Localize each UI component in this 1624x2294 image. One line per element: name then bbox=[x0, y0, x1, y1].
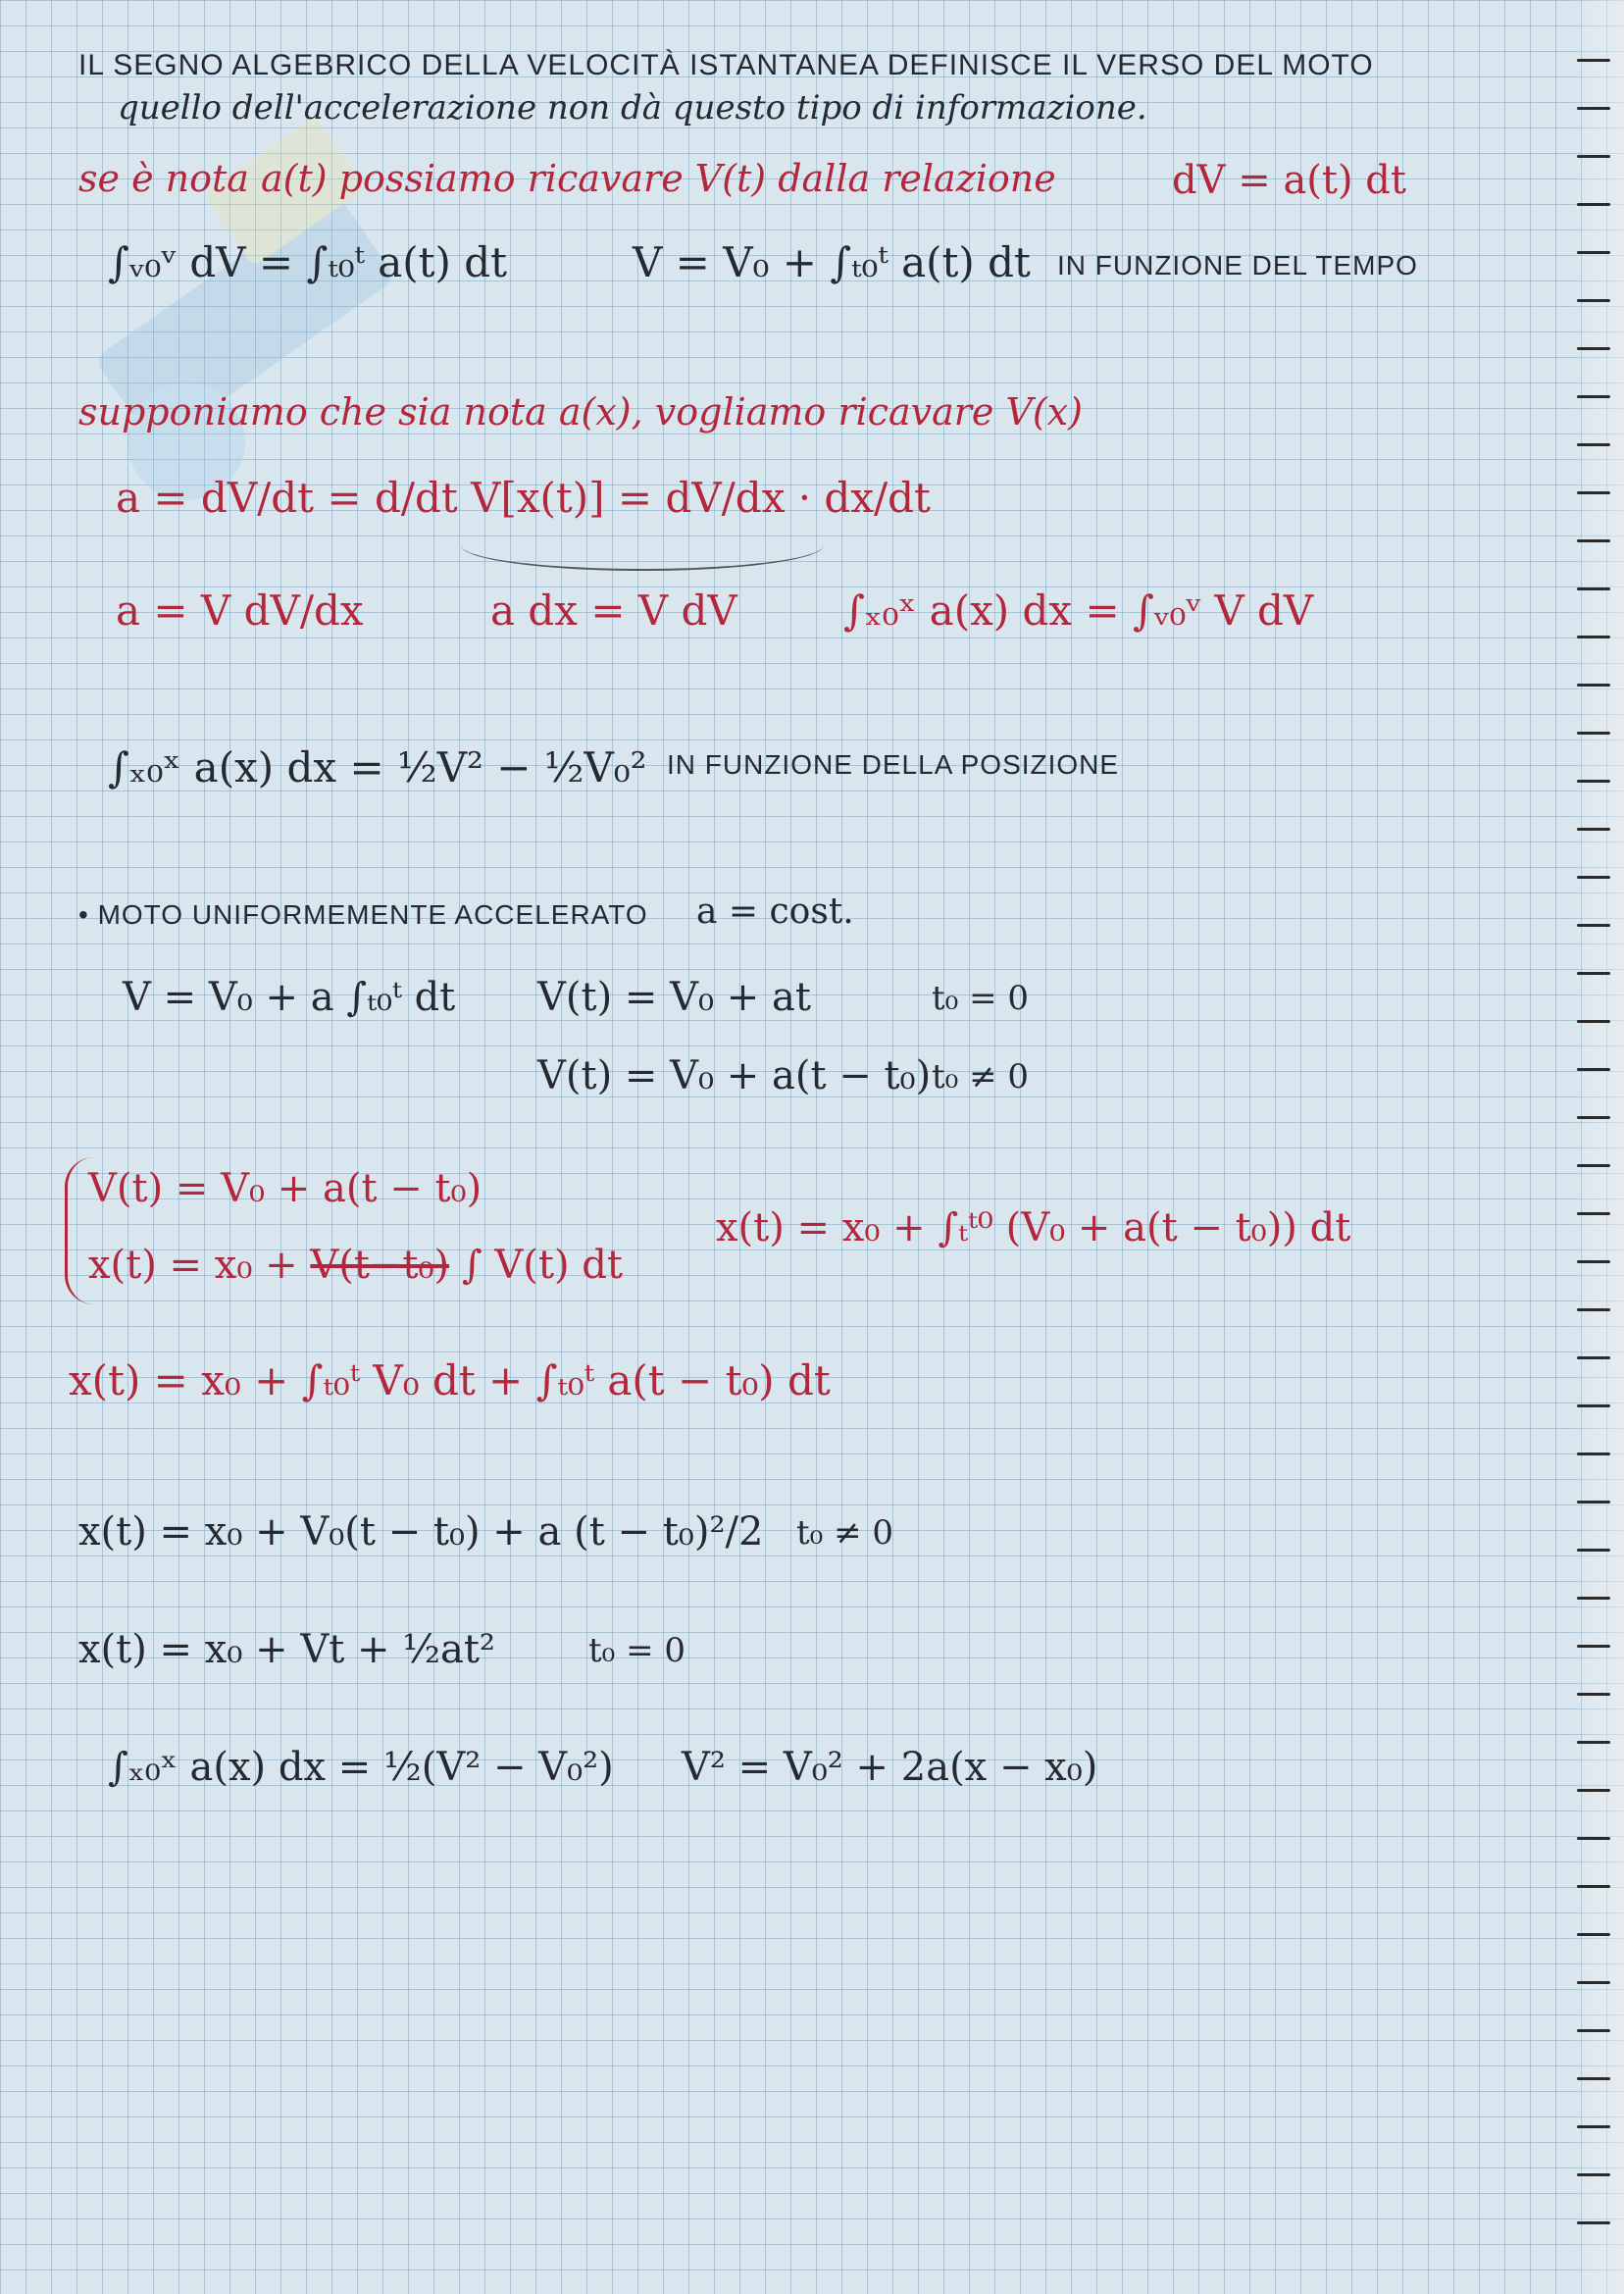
binder-tick-mark bbox=[1577, 1501, 1610, 1504]
binder-tick-mark bbox=[1577, 1308, 1610, 1311]
equation-11: x(t) = x₀ + V₀(t − t₀) + a (t − t₀)²/2 bbox=[78, 1509, 764, 1555]
binder-tick-mark bbox=[1577, 1212, 1610, 1215]
equation-13: ∫ₓ₀ˣ a(x) dx = ½(V² − V₀²) bbox=[108, 1745, 614, 1790]
equation-3: a = dV/dt = d/dt V[x(t)] = dV/dx · dx/dt bbox=[116, 474, 931, 522]
note-line-3: se è nota a(t) possiamo ricavare V(t) dalla relazione bbox=[78, 157, 1056, 200]
equation-10: x(t) = x₀ + ∫ₜ₀ᵗ V₀ dt + ∫ₜ₀ᵗ a(t − t₀) dt bbox=[69, 1356, 831, 1404]
binder-tick-mark bbox=[1577, 2173, 1610, 2176]
binder-tick-mark bbox=[1577, 203, 1610, 206]
binder-tick-mark bbox=[1577, 1933, 1610, 1936]
binder-tick-mark bbox=[1577, 587, 1610, 590]
binder-tick-mark bbox=[1577, 732, 1610, 735]
binder-tick-mark bbox=[1577, 395, 1610, 398]
binder-tick-mark bbox=[1577, 1549, 1610, 1552]
binder-tick-mark bbox=[1577, 59, 1610, 62]
note-line-4: supponiamo che sia nota a(x), vogliamo ricavare V(x) bbox=[78, 390, 1083, 433]
binder-tick-mark bbox=[1577, 443, 1610, 446]
system-eq-2-struck: V(t−t₀) bbox=[310, 1243, 450, 1288]
equation-12-condition: t₀ = 0 bbox=[588, 1631, 686, 1670]
equation-7: V(t) = V₀ + at bbox=[537, 975, 811, 1020]
equation-4b: a dx = V dV bbox=[490, 586, 737, 635]
binder-tick-mark bbox=[1577, 539, 1610, 542]
binder-tick-mark bbox=[1577, 2125, 1610, 2128]
binder-tick-mark bbox=[1577, 972, 1610, 975]
section-condition: a = cost. bbox=[696, 892, 854, 932]
binder-tick-mark bbox=[1577, 1837, 1610, 1840]
binder-tick-mark bbox=[1577, 299, 1610, 302]
system-eq-2 bbox=[88, 1244, 623, 1287]
binder-tick-mark bbox=[1577, 636, 1610, 638]
equation-1: ∫ᵥ₀ᵛ dV = ∫ₜ₀ᵗ a(t) dt bbox=[108, 238, 508, 286]
label-time: IN FUNZIONE DEL TEMPO bbox=[1057, 250, 1418, 280]
binder-tick-mark bbox=[1577, 1981, 1610, 1984]
equation-11-condition: t₀ ≠ 0 bbox=[796, 1513, 894, 1553]
equation-12: x(t) = x₀ + Vt + ½at² bbox=[78, 1627, 495, 1672]
equation-4a: a = V dV/dx bbox=[116, 586, 364, 635]
note-line-2: quello dell'accelerazione non dà questo tipo di informazione. bbox=[118, 88, 1147, 127]
binder-tick-mark bbox=[1577, 1789, 1610, 1792]
binder-tick-mark bbox=[1577, 1453, 1610, 1455]
equation-7-condition: t₀ = 0 bbox=[932, 979, 1030, 1018]
binder-tick-mark bbox=[1577, 1645, 1610, 1648]
binder-tick-mark bbox=[1577, 251, 1610, 254]
equation-2: V = V₀ + ∫ₜ₀ᵗ a(t) dt bbox=[633, 238, 1031, 286]
binder-tick-mark bbox=[1577, 684, 1610, 687]
binder-tick-mark bbox=[1577, 924, 1610, 927]
binder-tick-mark bbox=[1577, 1693, 1610, 1696]
label-position: IN FUNZIONE DELLA POSIZIONE bbox=[667, 749, 1120, 780]
binder-tick-mark bbox=[1577, 1260, 1610, 1263]
binder-tick-mark bbox=[1577, 1356, 1610, 1359]
binder-tick-mark bbox=[1577, 876, 1610, 879]
binder-tick-mark bbox=[1577, 155, 1610, 158]
binder-margin bbox=[1565, 0, 1624, 2294]
binder-tick-mark bbox=[1577, 1020, 1610, 1023]
binder-tick-mark bbox=[1577, 1885, 1610, 1888]
equation-dv: dV = a(t) dt bbox=[1172, 158, 1406, 203]
equation-6: V = V₀ + a ∫ₜ₀ᵗ dt bbox=[123, 975, 456, 1020]
binder-tick-mark bbox=[1577, 1116, 1610, 1119]
binder-tick-mark bbox=[1577, 2029, 1610, 2032]
equation-4c: ∫ₓ₀ˣ a(x) dx = ∫ᵥ₀ᵛ V dV bbox=[843, 586, 1314, 635]
binder-tick-mark bbox=[1577, 828, 1610, 831]
equation-5: ∫ₓ₀ˣ a(x) dx = ½V² − ½V₀² bbox=[108, 743, 647, 791]
section-title: • MOTO UNIFORMEMENTE ACCELERATO bbox=[78, 899, 648, 930]
equation-14: V² = V₀² + 2a(x − x₀) bbox=[682, 1745, 1098, 1790]
binder-tick-mark bbox=[1577, 1068, 1610, 1071]
note-line-1: IL SEGNO ALGEBRICO DELLA VELOCITÀ ISTANTANEA DEFINISCE IL VERSO DEL MOTO bbox=[78, 49, 1374, 81]
equation-8: V(t) = V₀ + a(t − t₀) bbox=[537, 1053, 932, 1098]
binder-tick-mark bbox=[1577, 1597, 1610, 1600]
annotation-arc bbox=[461, 520, 824, 571]
binder-tick-mark bbox=[1577, 491, 1610, 494]
binder-tick-mark bbox=[1577, 1741, 1610, 1744]
binder-tick-mark bbox=[1577, 2077, 1610, 2080]
binder-tick-mark bbox=[1577, 1164, 1610, 1167]
binder-tick-mark bbox=[1577, 1404, 1610, 1407]
system-eq-1: V(t) = V₀ + a(t − t₀) bbox=[88, 1166, 482, 1211]
binder-tick-mark bbox=[1577, 780, 1610, 783]
binder-tick-mark bbox=[1577, 347, 1610, 350]
system-eq-2-end: ∫ V(t) dt bbox=[449, 1243, 623, 1288]
binder-tick-mark bbox=[1577, 107, 1610, 110]
equation-9: x(t) = x₀ + ∫ₜᵗ⁰ (V₀ + a(t − t₀)) dt bbox=[716, 1205, 1351, 1250]
binder-tick-mark bbox=[1577, 2221, 1610, 2224]
equation-8-condition: t₀ ≠ 0 bbox=[932, 1057, 1030, 1096]
system-eq-2-start: x(t) = x₀ + bbox=[88, 1243, 311, 1288]
